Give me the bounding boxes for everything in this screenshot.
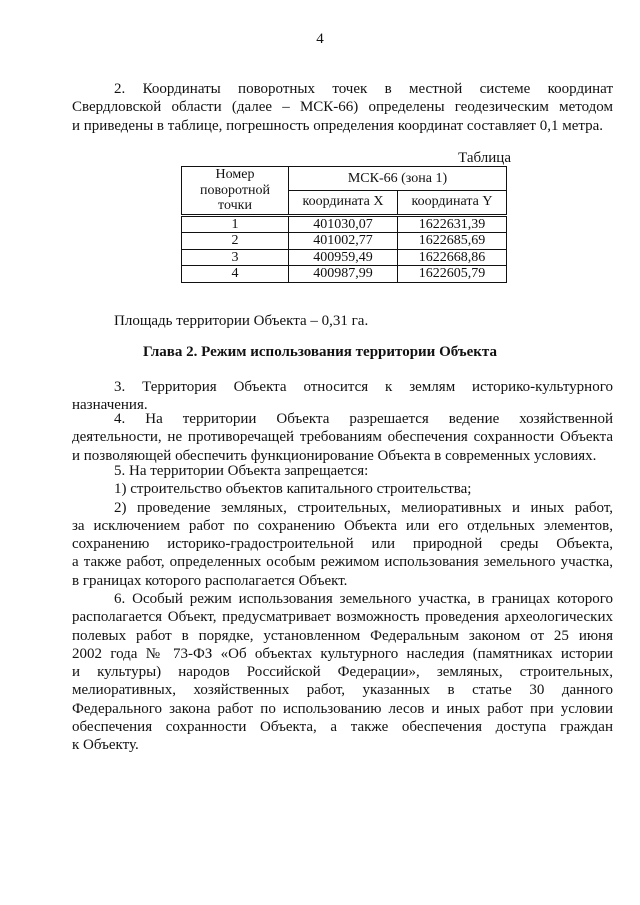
- text-line: Федерального закона работ по использованию лесов и иных работ при условии: [72, 700, 613, 717]
- text-line: к Объекту.: [72, 737, 139, 754]
- header-point-number: Номер поворотной точки: [182, 167, 289, 216]
- paragraph-6: [72, 590, 613, 755]
- text-line: и приведены в таблице, погрешность определения координат составляет 0,1 метра.: [72, 117, 604, 134]
- table-row: [182, 249, 507, 266]
- paragraph-5: [72, 462, 613, 590]
- text-line: 2. Координаты поворотных точек в местной системе координат: [114, 81, 613, 97]
- cell-point: 2: [182, 233, 289, 250]
- list-item: 1) строительство объектов капитального строительства;: [114, 481, 472, 498]
- cell-y: 1622605,79: [398, 266, 507, 283]
- table-caption: Таблица: [458, 150, 511, 166]
- cell-point: 4: [182, 266, 289, 283]
- table-row: [182, 215, 507, 233]
- cell-x: 400959,49: [289, 249, 398, 266]
- text-line: 3. Территория Объекта относится к землям историко-культурного: [114, 379, 613, 395]
- text-line: 4. На территории Объекта разрешается ведение хозяйственной: [114, 411, 613, 427]
- table-row: [182, 266, 507, 283]
- header-coordinate-system: МСК-66 (зона 1): [289, 167, 507, 191]
- cell-x: 401002,77: [289, 233, 398, 250]
- cell-y: 1622668,86: [398, 249, 507, 266]
- chapter-heading: Глава 2. Режим использования территории Объекта: [143, 344, 497, 360]
- text-line: а также работ, определенных особым режимом использования земельного участка,: [72, 554, 613, 571]
- area-paragraph: [72, 312, 613, 330]
- text-line: и культуры) народов Российской Федерации», земляных, строительных,: [72, 664, 613, 681]
- paragraph-2: [72, 80, 613, 135]
- text-line: мелиоративных, хозяйственных работ, указанных в статье 30 данного: [72, 682, 613, 699]
- text-line: обеспечения сохранности Объекта, а также обеспечения доступа граждан: [72, 719, 613, 736]
- text-line: Свердловской области (далее – МСК-66) определены геодезическим методом: [72, 99, 613, 116]
- text-line: 5. На территории Объекта запрещается:: [114, 463, 369, 479]
- cell-y: 1622685,69: [398, 233, 507, 250]
- cell-x: 401030,07: [289, 215, 398, 233]
- text-line: за исключением работ по сохранению Объекта или его отдельных элементов,: [72, 517, 613, 534]
- text-line: и позволяющей обеспечить функционирование Объекта в современных условиях.: [72, 447, 597, 464]
- paragraph-4: [72, 410, 613, 465]
- text-line: полевых работ в порядке, установленном Федеральным законом от 25 июня: [72, 627, 613, 644]
- cell-x: 400987,99: [289, 266, 398, 283]
- text-line: 2) проведение земляных, строительных, мелиоративных и иных работ,: [114, 499, 613, 516]
- text-line: в границах которого располагается Объект.: [72, 572, 348, 589]
- text-line: сохранению историко-градостроительной или природной среды Объекта,: [72, 536, 613, 553]
- table-row: [182, 233, 507, 250]
- text-line: 2002 года № 73-ФЗ «Об объектах культурного наследия (памятниках истории: [72, 645, 613, 662]
- text-line: 6. Особый режим использования земельного участка, в границах которого: [114, 591, 613, 607]
- text-line: Площадь территории Объекта – 0,31 га.: [114, 313, 369, 329]
- header-y: координата Y: [398, 190, 507, 215]
- text-line: деятельности, не противоречащей требованиям обеспечения сохранности Объекта: [72, 429, 613, 446]
- text-line: назначения.: [72, 397, 148, 414]
- page-number: 4: [316, 31, 324, 47]
- header-x: координата X: [289, 190, 398, 215]
- cell-point: 1: [182, 215, 289, 233]
- coordinates-table: [181, 166, 507, 283]
- cell-point: 3: [182, 249, 289, 266]
- text-line: располагается Объект, предусматривает возможность проведения археологических: [72, 609, 613, 626]
- cell-y: 1622631,39: [398, 215, 507, 233]
